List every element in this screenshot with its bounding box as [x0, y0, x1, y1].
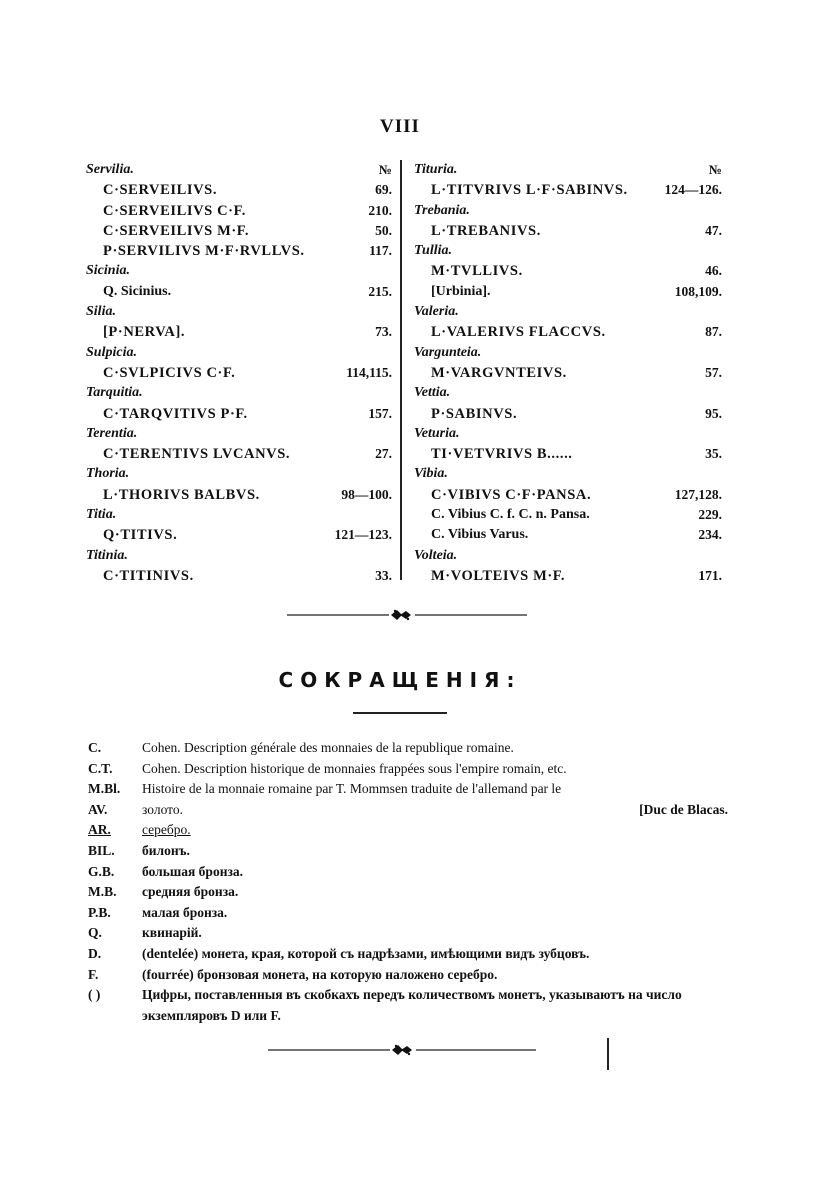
moneyer-name: C. Vibius Varus.	[431, 527, 529, 543]
abbreviation-key	[88, 779, 142, 800]
ornament-divider-top	[287, 608, 527, 622]
moneyer-name: C·TITINIVS.	[103, 567, 194, 584]
gens-name: Silia.	[86, 304, 116, 320]
coin-number: 95.	[705, 405, 722, 421]
abbreviation-key-text: ( )	[88, 987, 101, 1003]
abbreviation-key-text: P.B.	[88, 904, 111, 920]
gens-name: Trebania.	[414, 202, 470, 218]
abbreviation-key-text: C.	[88, 740, 102, 755]
ornament-divider-bottom	[268, 1043, 508, 1057]
gens-heading	[86, 261, 392, 281]
abbreviation-row	[88, 820, 728, 841]
abbreviation-key	[88, 965, 142, 986]
gens-name: Tarquitia.	[86, 385, 143, 401]
coin-number: 121—123.	[334, 527, 392, 543]
abbreviation-key-text: F.	[88, 966, 99, 982]
abbreviations-list	[88, 738, 728, 1026]
gens-heading	[414, 302, 722, 322]
abbreviation-key	[88, 738, 142, 759]
coin-number: 73.	[375, 324, 392, 340]
gens-heading	[86, 302, 392, 322]
gens-name: Terentia.	[86, 425, 138, 441]
gens-name: Vargunteia.	[414, 344, 482, 360]
abbreviation-key-text: M.Bl.	[88, 781, 121, 797]
stray-ink-mark	[607, 1038, 609, 1070]
index-column-left	[86, 160, 392, 586]
abbreviation-definition	[142, 800, 728, 821]
abbreviation-definition	[142, 944, 728, 965]
abbreviation-key-text: AR.	[88, 822, 111, 838]
gens-heading	[414, 464, 722, 484]
coin-number: 35.	[705, 446, 722, 462]
abbreviation-definition	[142, 985, 728, 1026]
abbreviation-row	[88, 985, 728, 1026]
gens-heading	[86, 464, 392, 484]
coin-number: 98—100.	[341, 486, 392, 502]
moneyer-entry	[414, 180, 722, 200]
abbreviation-row	[88, 882, 728, 903]
moneyer-name: Q. Sicinius.	[103, 283, 172, 299]
moneyer-entry	[414, 485, 722, 505]
abbreviation-definition-text: (dentelée) монета, края, которой съ надрѣзами, имѣющими видъ зубцовъ.	[142, 945, 590, 961]
moneyer-entry	[86, 221, 392, 241]
gens-heading	[414, 160, 722, 180]
moneyer-name: C·SERVEILIVS C·F.	[103, 202, 246, 219]
abbreviation-definition-text: билонъ.	[142, 842, 190, 858]
coin-number: 47.	[705, 222, 722, 238]
number-sign: №	[708, 162, 722, 177]
gens-name: Tituria.	[414, 162, 458, 177]
column-divider	[400, 160, 402, 580]
moneyer-name: L·THORIVS BALBVS.	[103, 486, 260, 503]
abbreviation-key-text: M.B.	[88, 884, 117, 900]
moneyer-name: M·VOLTEIVS M·F.	[431, 567, 566, 584]
gens-heading	[414, 424, 722, 444]
coin-number: 229.	[698, 507, 722, 523]
moneyer-entry	[414, 444, 722, 464]
coin-number: 69.	[375, 182, 392, 198]
abbreviation-row	[88, 965, 728, 986]
coin-number: 210.	[368, 202, 392, 218]
abbreviation-definition	[142, 903, 728, 924]
abbreviation-row	[88, 862, 728, 883]
moneyer-entry	[414, 363, 722, 383]
coin-number: 127,128.	[674, 486, 722, 502]
coin-number: 46.	[705, 263, 722, 279]
moneyer-entry	[86, 404, 392, 424]
moneyer-name: L·TREBANIVS.	[431, 222, 541, 239]
index-column-right	[414, 160, 722, 586]
gens-name: Thoria.	[86, 466, 130, 482]
coin-number: 117.	[369, 243, 392, 259]
abbreviation-key	[88, 923, 142, 944]
abbreviation-row	[88, 944, 728, 965]
moneyer-entry	[414, 525, 722, 545]
abbreviation-key-text: D.	[88, 945, 102, 961]
moneyer-entry	[414, 282, 722, 302]
moneyer-name: TI·VETVRIVS B......	[431, 446, 573, 463]
gens-name: Titia.	[86, 507, 117, 523]
abbreviation-definition-text: большая бронза.	[142, 863, 244, 879]
abbreviation-definition-text: Histoire de la monnaie romaine par T. Mommsen traduite de l'allemand par le	[142, 781, 562, 797]
moneyer-name: C·SERVEILIVS M·F.	[103, 222, 250, 239]
moneyer-name: M·VARGVNTEIVS.	[431, 364, 567, 381]
abbreviation-definition-text: средняя бронза.	[142, 884, 239, 900]
gens-name: Vibia.	[414, 466, 448, 482]
coin-number: 215.	[368, 283, 392, 299]
number-sign: №	[378, 162, 392, 177]
gens-heading	[86, 160, 392, 180]
moneyer-entry	[414, 261, 722, 281]
moneyer-entry	[414, 566, 722, 586]
moneyer-entry	[414, 505, 722, 525]
abbreviation-definition	[142, 841, 728, 862]
gens-name: Veturia.	[414, 425, 460, 441]
abbreviation-key	[88, 841, 142, 862]
moneyer-name: [Urbinia].	[431, 283, 491, 299]
abbreviation-row	[88, 841, 728, 862]
moneyer-name: Q·TITIVS.	[103, 527, 178, 544]
abbreviation-key	[88, 862, 142, 883]
abbreviation-key	[88, 903, 142, 924]
gens-heading	[414, 201, 722, 221]
moneyer-entry	[414, 221, 722, 241]
abbreviation-key-text: C.T.	[88, 760, 113, 776]
abbreviation-key	[88, 759, 142, 780]
abbreviation-key-text: AV.	[88, 801, 108, 817]
abbreviations-title: СОКРАЩЕНІЯ:	[278, 668, 522, 692]
gens-name: Sicinia.	[86, 263, 130, 279]
coin-number: 57.	[705, 364, 722, 380]
moneyer-name: L·TITVRIVS L·F·SABINVS.	[431, 182, 628, 199]
moneyer-entry	[86, 444, 392, 464]
moneyer-name: P·SERVILIVS M·F·RVLLVS.	[103, 243, 305, 260]
gens-heading	[414, 383, 722, 403]
moneyer-name: L·VALERIVS FLACCVS.	[431, 324, 606, 341]
coin-number: 87.	[705, 324, 722, 340]
abbreviation-definition-text: Cohen. Description historique de monnaies frappées sous l'empire romain, etc.	[142, 760, 567, 776]
abbreviation-key	[88, 882, 142, 903]
abbreviation-row	[88, 738, 728, 759]
gens-heading	[414, 343, 722, 363]
gens-heading	[86, 424, 392, 444]
coin-number: 157.	[368, 405, 392, 421]
ornament-divider-bottom-icon	[268, 1043, 548, 1057]
coin-number: 171.	[698, 567, 722, 583]
gens-name: Valeria.	[414, 304, 459, 320]
moneyer-name: C·TERENTIVS LVCANVS.	[103, 446, 291, 463]
abbreviation-definition	[142, 923, 728, 944]
abbreviation-definition	[142, 759, 728, 780]
moneyer-entry	[86, 241, 392, 261]
abbreviation-key-text: BIL.	[88, 842, 115, 858]
ornament-divider-top-icon	[287, 608, 527, 622]
coin-number: 234.	[698, 527, 722, 543]
abbreviation-definition	[142, 820, 728, 841]
abbreviation-key	[88, 820, 142, 841]
moneyer-name: C·SERVEILIVS.	[103, 182, 218, 199]
abbreviation-definition	[142, 779, 728, 800]
abbreviation-note: [Duc de Blacas.	[639, 801, 728, 817]
moneyer-entry	[86, 525, 392, 545]
gens-name: Sulpicia.	[86, 344, 137, 360]
abbreviation-definition	[142, 738, 728, 759]
abbreviation-key	[88, 985, 142, 1026]
moneyer-name: C. Vibius C. f. C. n. Pansa.	[431, 507, 590, 523]
abbreviation-key	[88, 800, 142, 821]
abbreviation-definition-text: Цифры, поставленныя въ скобкахъ передъ количествомъ монетъ, указываютъ на число экземпляровъ D или F.	[142, 987, 682, 1023]
abbreviation-row	[88, 923, 728, 944]
moneyer-entry	[86, 201, 392, 221]
abbreviation-key-text: G.B.	[88, 863, 115, 879]
gens-name: Vettia.	[414, 385, 451, 401]
gens-heading	[86, 383, 392, 403]
moneyer-name: C·SVLPICIVS C·F.	[103, 364, 236, 381]
moneyer-name: C·TARQVITIVS P·F.	[103, 405, 248, 422]
abbreviation-definition-text: квинарій.	[142, 925, 202, 941]
coin-number: 124—126.	[664, 182, 722, 198]
abbreviation-key	[88, 944, 142, 965]
abbreviation-definition	[142, 965, 728, 986]
abbreviation-definition-text: (fourrée) бронзовая монета, на которую наложено серебро.	[142, 966, 498, 982]
abbreviation-definition-text: серебро.	[142, 822, 191, 838]
moneyer-entry	[86, 485, 392, 505]
moneyer-name: [P·NERVA].	[103, 324, 186, 341]
gens-name: Tullia.	[414, 243, 452, 259]
moneyer-entry	[86, 363, 392, 383]
coin-number: 27.	[375, 446, 392, 462]
abbreviation-key-text: Q.	[88, 925, 102, 941]
moneyer-entry	[86, 322, 392, 342]
gens-name: Servilia.	[86, 162, 134, 177]
coin-number: 108,109.	[674, 283, 722, 299]
title-underline	[353, 712, 447, 714]
abbreviation-definition	[142, 862, 728, 883]
abbreviation-row	[88, 800, 728, 821]
gens-heading	[86, 505, 392, 525]
abbreviation-row	[88, 759, 728, 780]
moneyer-name: C·VIBIVS C·F·PANSA.	[431, 486, 592, 503]
gens-name: Titinia.	[86, 547, 128, 563]
page-number: VIII	[380, 116, 420, 137]
moneyer-entry	[414, 404, 722, 424]
moneyer-entry	[86, 282, 392, 302]
abbreviation-definition-text: малая бронза.	[142, 904, 228, 920]
coin-number: 114,115.	[346, 364, 392, 380]
moneyer-entry	[86, 566, 392, 586]
moneyer-name: P·SABINVS.	[431, 405, 518, 422]
coin-number: 50.	[375, 222, 392, 238]
gens-heading	[414, 546, 722, 566]
gens-name: Volteia.	[414, 547, 458, 563]
moneyer-name: M·TVLLIVS.	[431, 263, 523, 280]
abbreviation-definition-text: Cohen. Description générale des monnaies de la republique romaine.	[142, 740, 514, 755]
moneyer-entry	[86, 180, 392, 200]
abbreviation-definition	[142, 882, 728, 903]
abbreviation-row	[88, 779, 728, 800]
gens-heading	[86, 546, 392, 566]
coin-number: 33.	[375, 567, 392, 583]
abbreviation-definition-text: золото.	[142, 801, 183, 817]
moneyer-entry	[414, 322, 722, 342]
abbreviation-row	[88, 903, 728, 924]
gens-heading	[86, 343, 392, 363]
gens-heading	[414, 241, 722, 261]
